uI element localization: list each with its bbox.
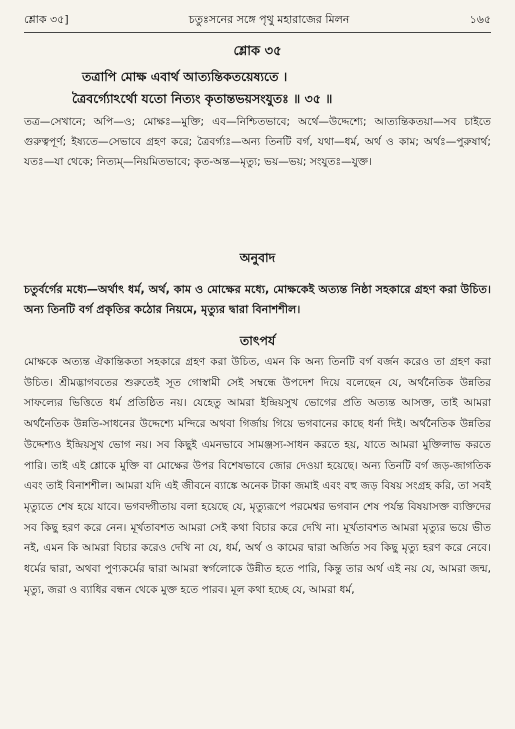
page-number: ১৬৫	[469, 12, 491, 26]
verse-line-1: তত্রাপি মোক্ষ এবার্থ আত্যন্তিকতয়েষ্যতে ।	[82, 69, 288, 84]
verse-line-2: ত্রৈবর্গ্যোঽর্থো যতো নিত্যং কৃতান্তভয়সংযুতঃ ॥ ৩৫ ॥	[72, 91, 333, 106]
translation-title: অনুবাদ	[239, 250, 276, 265]
header-chapter-title: চতুঃসনের সঙ্গে পৃথু মহারাজের মিলন	[188, 12, 350, 26]
purport-paragraph: মোক্ষকে অত্যন্ত ঐকান্তিকতা সহকারে গ্রহণ করা উচিত, এমন কি অন্য তিনটি বর্গ বর্জন করেও তা গ্রহণ করা উচিত। শ্রীমদ্ভাগবতের শুরুতেই সূত গোস্বামী সেই সম্বন্ধে উপদেশ দিয়ে বলেছেন যে, অর্থনৈতিক উন্নতির সাফল্যের ভিত্তিতে ধর্ম প্রতিষ্ঠিত নয়। যেহেতু আমরা ইন্দ্রিয়সুখ ভোগের প্রতি অত্যন্ত আসক্ত, তাই আমরা অর্থনৈতিক উন্নতি-সাধনের উদ্দেশ্যে মন্দিরে অথবা গির্জায় গিয়ে ভগবানের কাছে ধর্না দিই। অর্থনৈতিক উন্নতির উদ্দেশ্যও ইন্দ্রিয়সুখ ভোগ নয়। সব কিছুই এমনভাবে সামঞ্জস্য-সাধন করতে হয়, যাতে আমরা মুক্তিলাভ করতে পারি। তাই এই শ্লোকে মুক্তি বা মোক্ষের উপর বিশেষভাবে জোর দেওয়া হয়েছে। অন্য তিনটি বর্গ জড়-জাগতিক এবং তাই বিনাশশীল। আমরা যদি এই জীবনে ব্যাঙ্কে অনেক টাকা জমাই এবং বহু জড় বিষয় সংগ্রহ করি, তা সবই মৃত্যুতে শেষ হয়ে যাবে। ভগবদ্গীতায় বলা হয়েছে যে, মৃত্যুরূপে পরমেশ্বর ভগবান শেষ পর্যন্ত বিষয়াসক্ত ব্যক্তিদের সব কিছু হরণ করে নেন। মূর্খতাবশত আমরা সেই কথা বিচার করে দেখি না। মূর্খতাবশত আমরা মৃত্যুর ভয়ে ভীত নই, এমন কি আমরা বিচার করেও দেখি না যে, ধর্ম, অর্থ ও কামের দ্বারা অর্জিত সব কিছু মৃত্যু হরণ করে নেবে। ধর্মের দ্বারা, অথবা পুণ্যকর্মের দ্বারা আমরা স্বর্গলোকে উন্নীত হতে পারি, কিন্তু তার অর্থ এই নয় যে, আমরা জন্ম, মৃত্যু, জরা ও ব্যাধির বন্ধন থেকে মুক্ত হতে পারব। মূল কথা হচ্ছে যে, আমরা ধর্ম,	[24, 356, 491, 596]
header-rule	[24, 32, 491, 33]
translation-paragraph: চতুর্বর্গের মধ্যে—অর্থাৎ ধর্ম, অর্থ, কাম ও মোক্ষের মধ্যে, মোক্ষকেই অত্যন্ত নিষ্ঠা সহকারে গ্রহণ করা উচিত। অন্য তিনটি বর্গ প্রকৃতির কঠোর নিয়মে, মৃত্যুর দ্বারা বিনাশশীল।	[24, 283, 491, 316]
verse-text	[72, 66, 485, 110]
verse-heading: শ্লোক ৩৫	[233, 44, 282, 59]
header-verse-ref: শ্লোক ৩৫]	[24, 12, 69, 26]
page-header	[24, 10, 491, 30]
purport-title: তাৎপর্য	[239, 333, 276, 348]
synonyms-paragraph: তত্র—সেখানে; অপি—ও; মোক্ষঃ—মুক্তি; এব—নিশ্চিতভাবে; অর্থে—উদ্দেশ্যে; আত্যন্তিকতয়া—সব চাইতে গুরুত্বপূর্ণ; ইষ্যতে—সেভাবে গ্রহণ করে; ত্রৈবর্গ্যঃ—অন্য তিনটি বর্গ, যথা—ধর্ম, অর্থ ও কাম; অর্থঃ—পুরুষার্থ; যতঃ—যা থেকে; নিত্যম্—নিয়মিতভাবে; কৃত-অন্ত—মৃত্যু; ভয়—ভয়; সংযুতঃ—যুক্ত।	[24, 116, 491, 168]
